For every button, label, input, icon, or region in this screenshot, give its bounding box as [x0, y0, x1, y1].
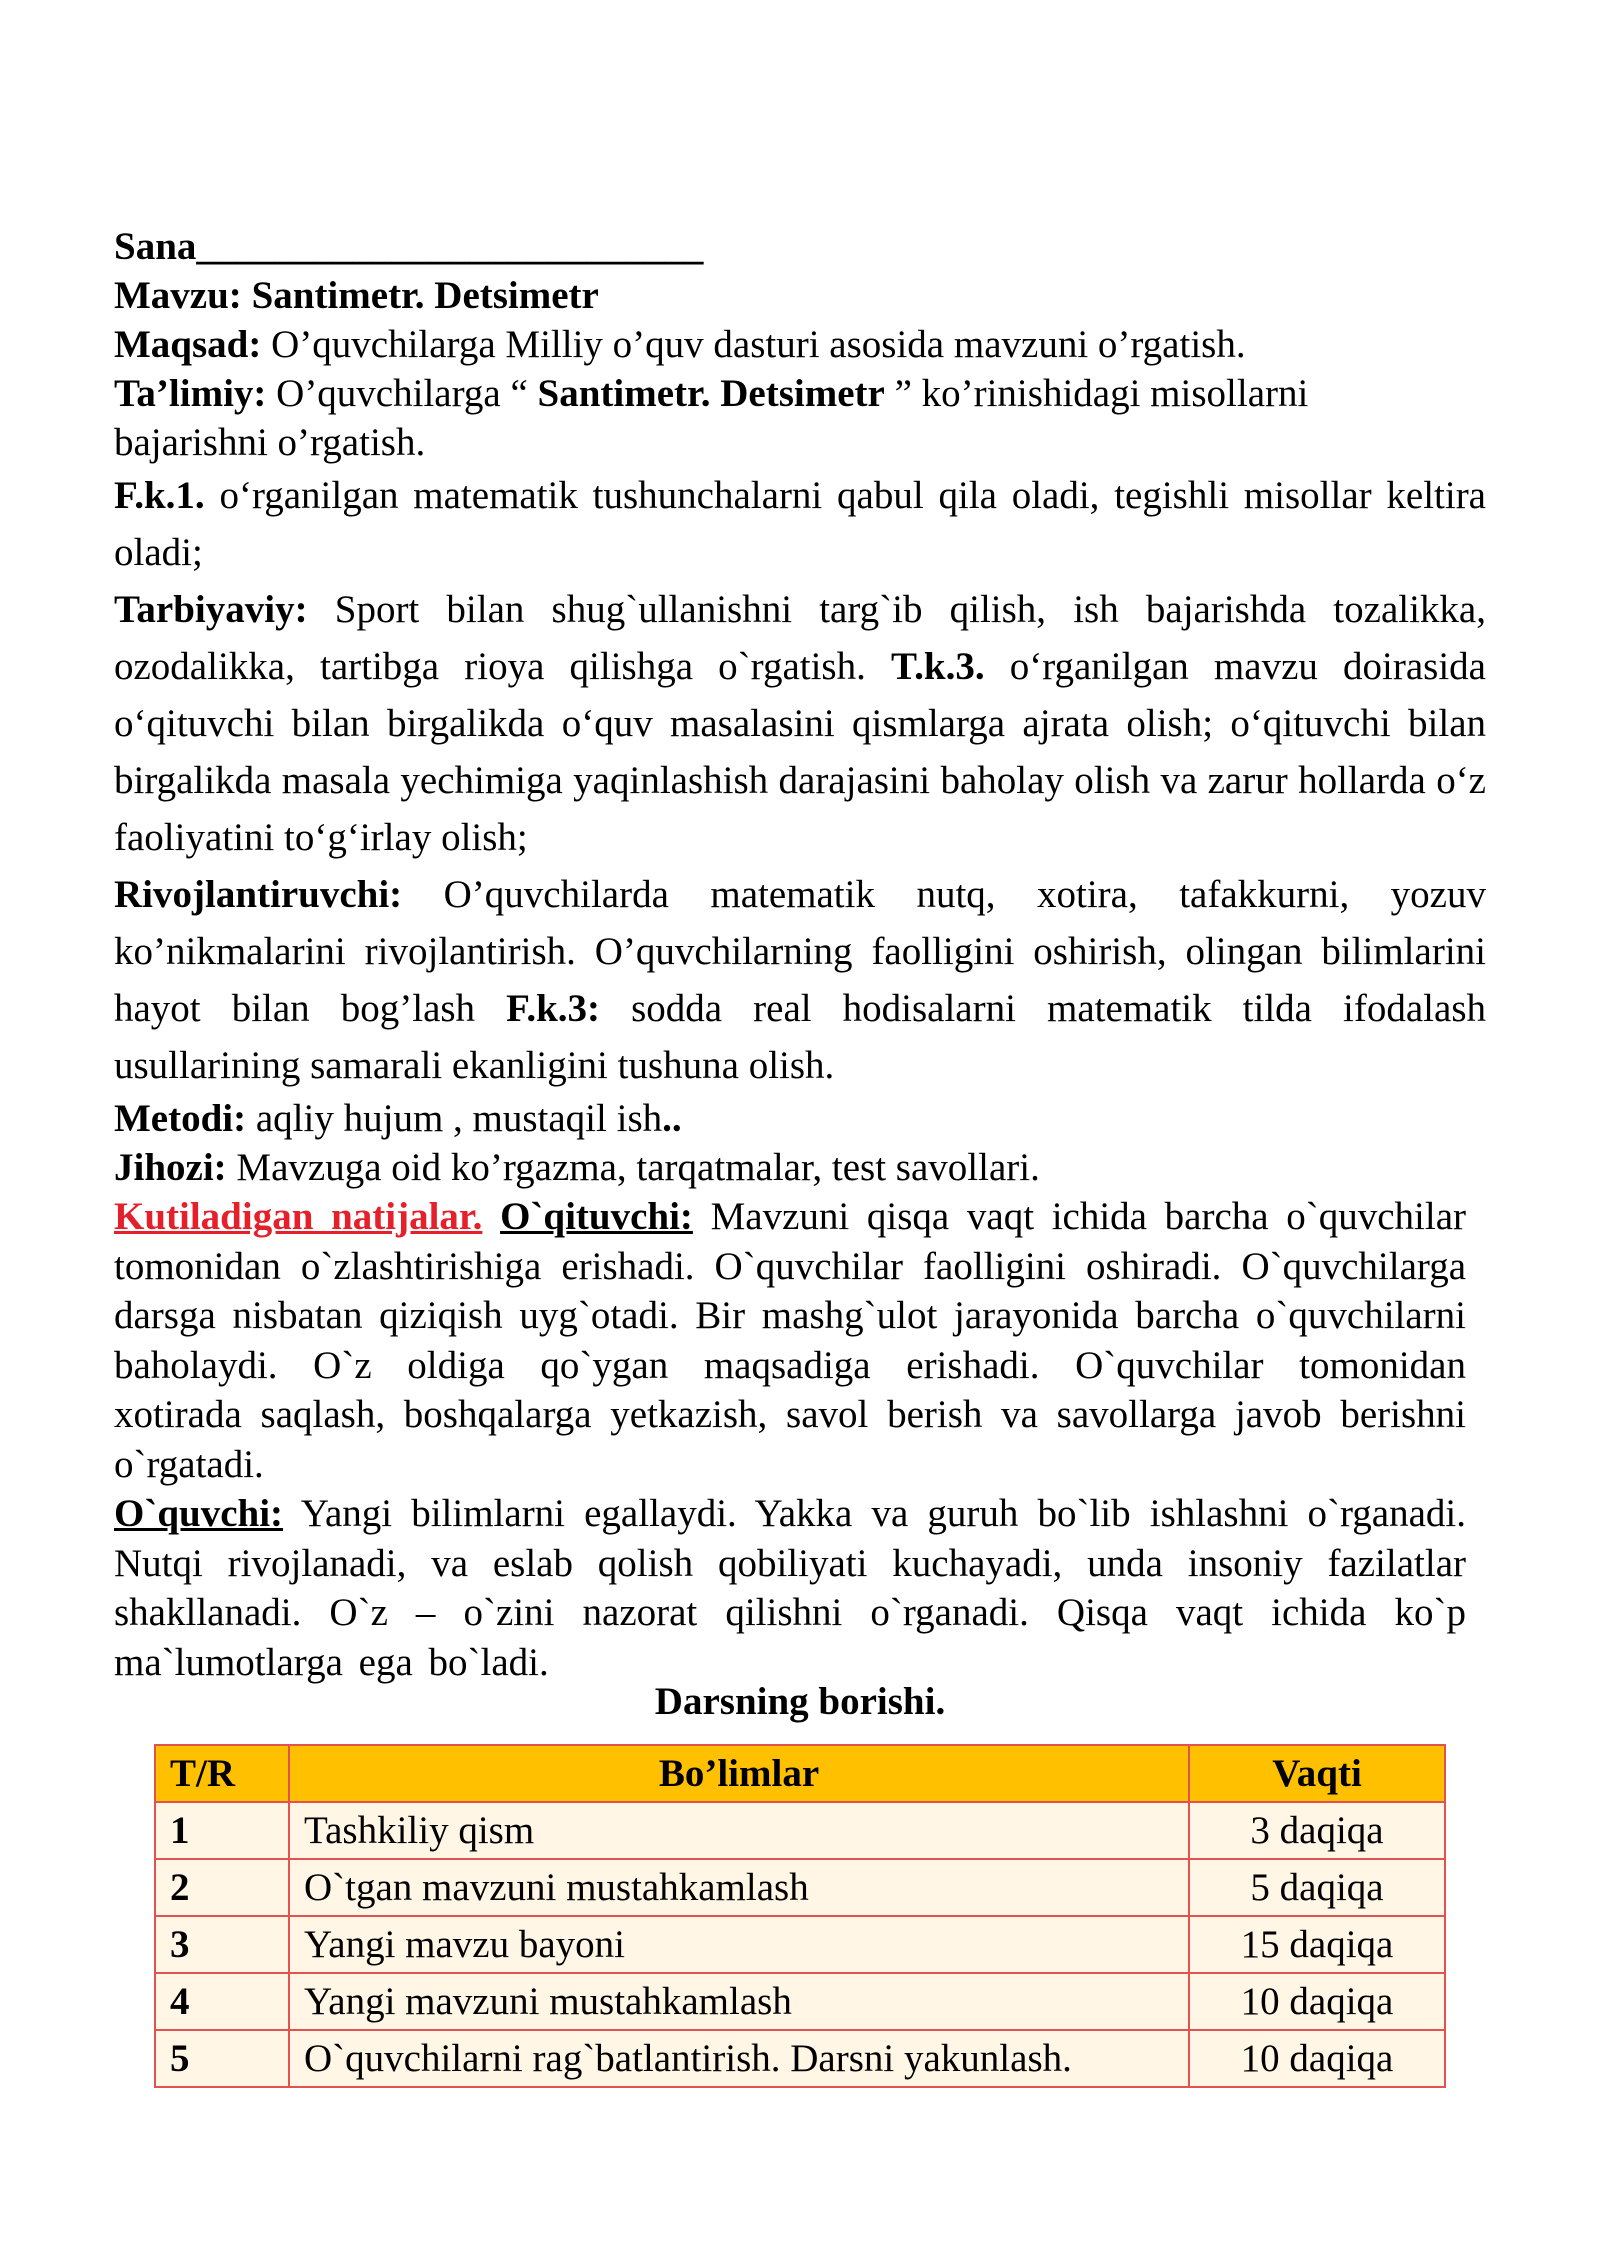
fk1-text: o‘rganilgan matematik tushunchalarni qabul qila oladi, tegishli misollar keltira oladi;: [114, 474, 1486, 574]
educational-label: Ta’limiy:: [114, 372, 267, 415]
developmental-text-2: sodda real hodisalarni matematik tilda ifodalash usullarining samarali ekanligini tushuna olish.: [114, 987, 1487, 1087]
lesson-plan-table: [154, 1744, 1446, 2088]
lesson-flow-title: Darsning borishi.: [654, 1680, 946, 1723]
educational-text-2: ” ko’rinishidagi misollarni: [884, 372, 1309, 415]
results-student-paragraph: [114, 1489, 1466, 1687]
developmental-label: Rivojlantiruvchi:: [114, 873, 403, 916]
date-blank: __________________________: [196, 225, 704, 268]
row-number: 5: [155, 2030, 289, 2087]
row-section: Yangi mavzu bayoni: [289, 1916, 1189, 1973]
column-header-number: T/R: [155, 1745, 289, 1802]
upbringing-label: Tarbiyaviy:: [114, 588, 308, 631]
equipment-line: [114, 1143, 1486, 1192]
date-line: [114, 222, 1486, 271]
row-number: 2: [155, 1859, 289, 1916]
educational-topic: Santimetr. Detsimetr: [537, 372, 885, 415]
educational-line-2: bajarishni o’rgatish.: [114, 421, 426, 464]
student-text: Yangi bilimlarni egallaydi. Yakka va guruh bo`lib ishlashni o`rganadi. Nutqi rivojlanadi, va eslab qolish qobiliyati kuchayadi, unda insoniy fazilatlar shakllanadi. O`z – o`zini nazorat qilishni o`rganadi. Qisqa vaqt ichida ko`p ma`lumotlarga ega bo`ladi.: [114, 1492, 1466, 1684]
method-end: ..: [662, 1097, 682, 1140]
document-page: [114, 222, 1487, 1723]
topic-value: Santimetr. Detsimetr: [251, 274, 599, 317]
row-number: 4: [155, 1973, 289, 2030]
upbringing-text-2: o‘rganilgan mavzu doirasida o‘qituvchi bilan birgalikda o‘quv masalasini qismlarga ajrata olish; o‘qituvchi bilan birgalikda masala yechimiga yaqinlashish darajasini baholay olish va zarur hollarda o‘z faoliyatini to‘g‘irlay olish;: [114, 645, 1486, 859]
row-time: 15 daqiqa: [1189, 1916, 1445, 1973]
row-time: 10 daqiqa: [1189, 1973, 1445, 2030]
goal-label: Maqsad:: [114, 323, 262, 366]
row-section: Yangi mavzuni mustahkamlash: [289, 1973, 1189, 2030]
fk1-label: F.k.1.: [114, 474, 205, 517]
equipment-text: Mavzuga oid ko’rgazma, tarqatmalar, test savollari.: [226, 1146, 1040, 1189]
table-row: [155, 1859, 1445, 1916]
teacher-label: O`qituvchi:: [500, 1195, 693, 1238]
table-row: [155, 1973, 1445, 2030]
goal-text: O’quvchilarga Milliy o’quv dasturi asosida mavzuni o’rgatish.: [271, 323, 1246, 366]
row-section: Tashkiliy qism: [289, 1802, 1189, 1859]
educational-line: [114, 369, 1486, 418]
column-header-time: Vaqti: [1189, 1745, 1445, 1802]
table-row: [155, 1802, 1445, 1859]
column-header-sections: Bo’limlar: [289, 1745, 1189, 1802]
table-row: [155, 2030, 1445, 2087]
developmental-text-1: O’quvchilarda matematik nutq, xotira, tafakkurni, yozuv ko’nikmalarini rivojlantirish. O’quvchilarning faolligini oshirish, olingan bilimlarini hayot bilan bog’lash: [114, 873, 1486, 1030]
row-time: 5 daqiqa: [1189, 1859, 1445, 1916]
tk3-label: T.k.3.: [891, 645, 985, 688]
expected-results-label: Kutiladigan natijalar.: [114, 1195, 483, 1238]
fk1-paragraph: [114, 467, 1486, 581]
teacher-text: Mavzuni qisqa vaqt ichida barcha o`quvchilar tomonidan o`zlashtirishiga erishadi. O`quvchilar faolligini oshiradi. O`quvchilarga darsga nisbatan qiziqish uyg`otadi. Bir mashg`ulot jarayonida barcha o`quvchilarni baholaydi. O`z oldiga qo`ygan maqsadiga erishadi. O`quvchilar tomonidan xotirada saqlash, boshqalarga yetkazish, savol berish va savollarga javob berishni o`rgatadi.: [114, 1195, 1467, 1486]
student-label: O`quvchi:: [114, 1492, 284, 1535]
row-number: 3: [155, 1916, 289, 1973]
table-header-row: [155, 1745, 1445, 1802]
row-section: O`tgan mavzuni mustahkamlash: [289, 1859, 1189, 1916]
row-time: 10 daqiqa: [1189, 2030, 1445, 2087]
developmental-paragraph: [114, 866, 1486, 1094]
educational-text-1: O’quvchilarga “: [276, 372, 538, 415]
goal-line: [114, 320, 1486, 369]
upbringing-paragraph: [114, 581, 1486, 866]
table-row: [155, 1916, 1445, 1973]
method-label: Metodi:: [114, 1097, 247, 1140]
fk3-label: F.k.3:: [506, 987, 601, 1030]
row-time: 3 daqiqa: [1189, 1802, 1445, 1859]
date-label: Sana: [114, 225, 197, 268]
topic-line: [114, 271, 1486, 320]
equipment-label: Jihozi:: [114, 1146, 227, 1189]
method-line: [114, 1094, 1486, 1143]
row-number: 1: [155, 1802, 289, 1859]
row-section: O`quvchilarni rag`batlantirish. Darsni yakunlash.: [289, 2030, 1189, 2087]
topic-label: Mavzu:: [114, 274, 242, 317]
upbringing-text-1: Sport bilan shug`ullanishni targ`ib qilish, ish bajarishda tozalikka, ozodalikka, tartibga rioya qilishga o`rgatish.: [114, 588, 1486, 688]
results-teacher-paragraph: [114, 1192, 1466, 1489]
method-text: aqliy hujum , mustaqil ish: [246, 1097, 663, 1140]
